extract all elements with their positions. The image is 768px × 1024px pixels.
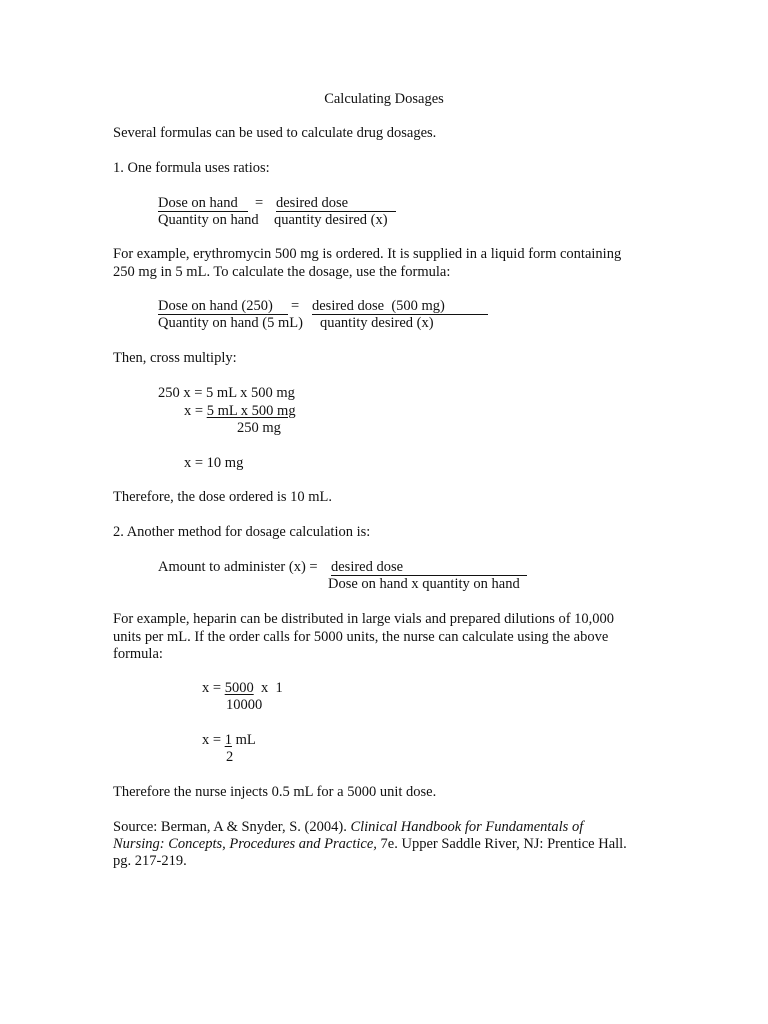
heparin-calc1-prefix: x = <box>202 680 225 696</box>
heparin-calc1 <box>202 680 283 697</box>
ratio-right-numerator: desired dose <box>276 195 349 211</box>
example1-line1: For example, erythromycin 500 mg is ordered. It is supplied in a liquid form containing <box>113 246 622 262</box>
calc-step2 <box>184 403 296 420</box>
method1-heading: 1. One formula uses ratios: <box>113 160 270 176</box>
source-edition-place: 7e. Upper Saddle River, NJ: Prentice Hall. <box>380 836 627 852</box>
example-right-denominator: quantity desired (x) <box>320 315 434 331</box>
calc-step2-prefix: x = <box>184 403 207 419</box>
calc-step1: 250 x = 5 mL x 500 mg <box>158 385 295 401</box>
source-book-title-part1: Clinical Handbook for Fundamentals of <box>350 819 584 835</box>
method2-conclusion: Therefore the nurse injects 0.5 mL for a 5000 unit dose. <box>113 784 437 800</box>
ratio-left-numerator: Dose on hand <box>158 195 238 211</box>
heparin-calc2-prefix: x = <box>202 732 225 748</box>
amount-formula-prefix: Amount to administer (x) = <box>158 559 318 575</box>
example-equals: = <box>291 298 300 314</box>
heparin-calc2 <box>202 732 256 749</box>
method1-conclusion: Therefore, the dose ordered is 10 mL. <box>113 489 333 505</box>
ratio-right-denominator: quantity desired (x) <box>274 212 388 228</box>
heparin-calc1-denominator: 10000 <box>226 697 263 713</box>
amount-formula-denominator: Dose on hand x quantity on hand <box>328 576 520 592</box>
source-book-title-part2: Nursing: Concepts, Procedures and Practice, <box>113 836 377 852</box>
source-citation-line1 <box>113 819 583 836</box>
calc-step2-denominator: 250 mg <box>237 420 281 436</box>
calc-step2-numerator: 5 mL x 500 mg <box>206 403 296 419</box>
source-pages: pg. 217-219. <box>113 853 187 869</box>
intro-paragraph: Several formulas can be used to calculate drug dosages. <box>113 125 437 141</box>
page-title: Calculating Dosages <box>324 91 444 107</box>
example2-line3: formula: <box>113 646 163 662</box>
calc-result: x = 10 mg <box>184 455 244 471</box>
example-left-denominator: Quantity on hand (5 mL) <box>158 315 303 331</box>
source-citation-line2 <box>113 836 627 853</box>
example-left-numerator: Dose on hand (250) <box>158 298 273 314</box>
heparin-calc2-suffix: mL <box>231 732 256 748</box>
example1-line2: 250 mg in 5 mL. To calculate the dosage, use the formula: <box>113 264 451 280</box>
example2-line2: units per mL. If the order calls for 5000 units, the nurse can calculate using the above <box>113 629 609 645</box>
source-prefix: Source: Berman, A & Snyder, S. (2004). <box>113 819 347 835</box>
heparin-calc1-suffix: x 1 <box>253 680 283 696</box>
heparin-calc2-denominator: 2 <box>226 749 234 765</box>
heparin-calc1-numerator: 5000 <box>224 680 254 696</box>
amount-formula-numerator: desired dose <box>331 559 404 575</box>
method2-heading: 2. Another method for dosage calculation is: <box>113 524 371 540</box>
example-right-numerator: desired dose (500 mg) <box>312 298 445 314</box>
ratio-left-denominator: Quantity on hand <box>158 212 259 228</box>
cross-multiply-text: Then, cross multiply: <box>113 350 237 366</box>
ratio-equals: = <box>255 195 264 211</box>
heparin-calc2-numerator: 1 <box>224 732 232 748</box>
example2-line1: For example, heparin can be distributed in large vials and prepared dilutions of 10,000 <box>113 611 615 627</box>
